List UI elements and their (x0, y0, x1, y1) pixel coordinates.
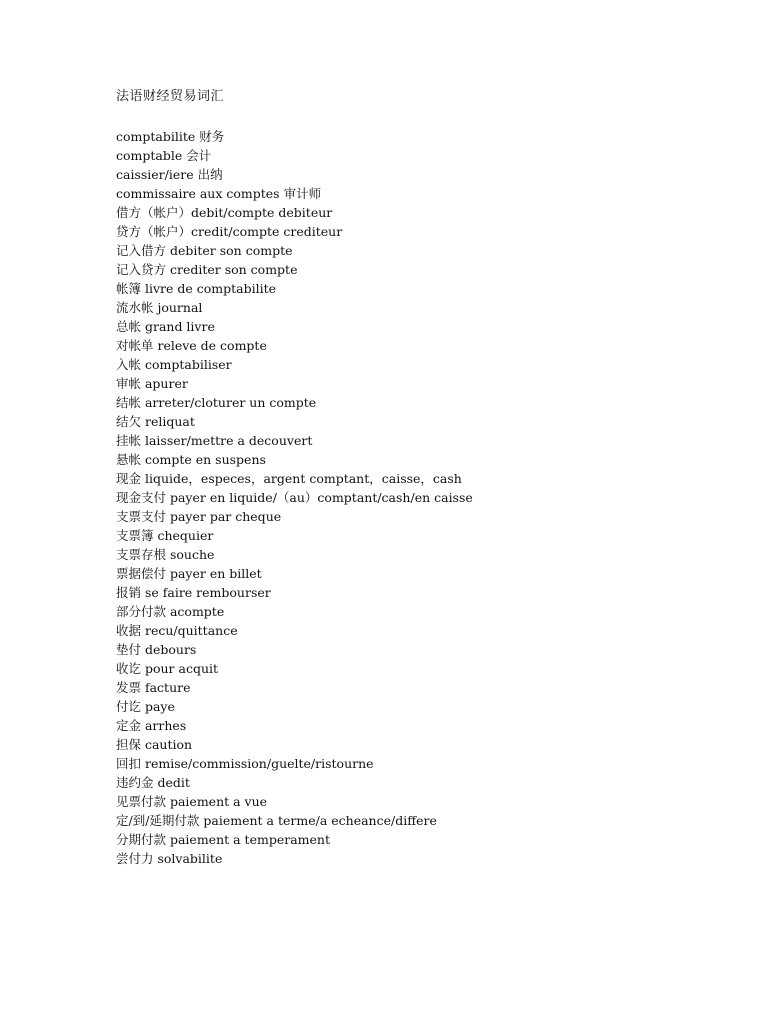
vocabulary-entry: commissaire aux comptes 审计师 (116, 186, 322, 201)
vocabulary-entry: 报销 se faire rembourser (116, 585, 271, 600)
vocabulary-entry: 悬帐 compte en suspens (116, 452, 266, 467)
vocabulary-entry: 付讫 paye (116, 699, 175, 714)
vocabulary-entry: 定/到/延期付款 paiement a terme/a echeance/differe (116, 813, 437, 828)
vocabulary-entry: 帐簿 livre de comptabilite (116, 281, 277, 296)
vocabulary-entry: 现金 liquide，especes，argent comptant，caisse，cash (116, 471, 462, 486)
vocabulary-entry: 贷方（帐户）credit/compte crediteur (116, 224, 343, 239)
vocabulary-entry: 记入借方 debiter son compte (116, 243, 293, 258)
vocabulary-entry: caissier/iere 出纳 (116, 167, 223, 182)
vocabulary-entry: comptable 会计 (116, 148, 212, 163)
vocabulary-entry: 见票付款 paiement a vue (116, 794, 268, 809)
vocabulary-entry: 发票 facture (116, 680, 191, 695)
document-content (116, 87, 716, 868)
vocabulary-entry: 票据偿付 payer en billet (116, 566, 262, 581)
vocabulary-entry: 分期付款 paiement a temperament (116, 832, 330, 847)
vocabulary-entry: 结欠 reliquat (116, 414, 195, 429)
vocabulary-entry: 违约金 dedit (116, 775, 190, 790)
vocabulary-entry: 担保 caution (116, 737, 193, 752)
vocabulary-entry: 挂帐 laisser/mettre a decouvert (116, 433, 313, 448)
vocabulary-entry: 总帐 grand livre (116, 319, 215, 334)
vocabulary-entry: 回扣 remise/commission/guelte/ristourne (116, 756, 374, 771)
vocabulary-entry: 支票支付 payer par cheque (116, 509, 282, 524)
vocabulary-entry: 收讫 pour acquit (116, 661, 219, 676)
vocabulary-entry: 审帐 apurer (116, 376, 188, 391)
vocabulary-entry: 垫付 debours (116, 642, 197, 657)
vocabulary-entry: 收据 recu/quittance (116, 623, 238, 638)
vocabulary-entry: 对帐单 releve de compte (116, 338, 267, 353)
vocabulary-entry: 支票存根 souche (116, 547, 215, 562)
vocabulary-entry: 流水帐 journal (116, 300, 203, 315)
vocabulary-entry: 记入贷方 crediter son compte (116, 262, 298, 277)
vocabulary-entry: 尝付力 solvabilite (116, 851, 223, 866)
vocabulary-entry: 借方（帐户）debit/compte debiteur (116, 205, 333, 220)
vocabulary-entry: 结帐 arreter/cloturer un compte (116, 395, 317, 410)
document-title: 法语财经贸易词汇 (116, 89, 225, 104)
vocabulary-entry: 支票簿 chequier (116, 528, 214, 543)
vocabulary-entry: 入帐 comptabiliser (116, 357, 232, 372)
vocabulary-entry: 部分付款 acompte (116, 604, 225, 619)
vocabulary-entry: 定金 arrhes (116, 718, 187, 733)
vocabulary-entry: 现金支付 payer en liquide/（au）comptant/cash/en caisse (116, 490, 473, 505)
vocabulary-list (116, 127, 716, 868)
vocabulary-entry: comptabilite 财务 (116, 129, 225, 144)
